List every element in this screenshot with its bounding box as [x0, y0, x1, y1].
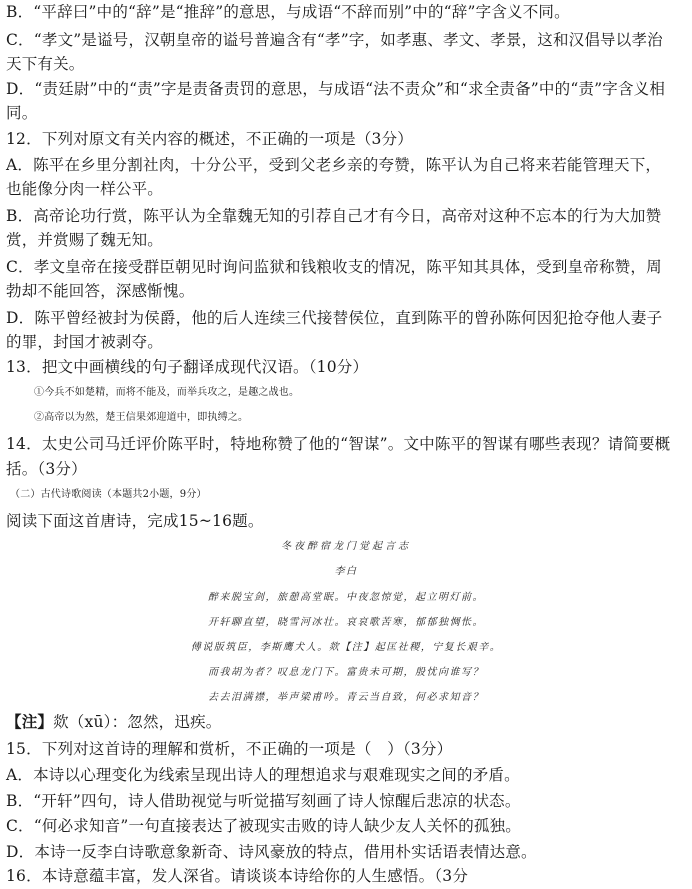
- option-12c: C．孝文皇帝在接受群臣朝见时询问监狱和钱粮收支的情况，陈平知其具体，受到皇帝称赞，周: [6, 258, 662, 276]
- option-11b: B．“平辞曰”中的“辞”是“推辞”的意思，与成语“不辞而别”中的“辞”字含义不同。: [6, 3, 570, 21]
- option-12a-cont: 也能像分肉一样公平。: [6, 180, 164, 198]
- section-heading-poetry: （二）古代诗歌阅读（本题共2小题，9分）: [10, 489, 207, 500]
- option-12b: B．高帝论功行赏，陈平认为全靠魏无知的引荐自己才有今日，高帝对这种不忘本的行为大加赞: [6, 207, 662, 225]
- poem-author: 李白: [334, 566, 358, 577]
- poem-verse: 去去泪满襟，举声梁甫吟。青云当自致，何必求知音？: [208, 692, 484, 703]
- option-15d: D．本诗一反李白诗歌意象新奇、诗风豪放的特点，借用朴实话语表情达意。: [6, 843, 537, 861]
- question-13: 13．把文中画横线的句子翻译成现代汉语。（10分）: [6, 358, 369, 376]
- option-12c-cont: 勃却不能回答，深感惭愧。: [6, 282, 195, 300]
- poem-verse: 醉来脱宝剑，旅憩高堂眠。中夜忽惊觉，起立明灯前。: [208, 592, 484, 603]
- option-11c-cont: 天下有关。: [6, 55, 85, 73]
- note-text: 欻（xū）：忽然，迅疾。: [53, 713, 222, 731]
- option-11d: D．“责廷尉”中的“责”字是责备责罚的意思，与成语“法不责众”和“求全责备”中的“责”字含义相: [6, 80, 666, 98]
- poem-verse: 开轩聊直望，晓雪河冰壮。哀哀歌苦寒，郁郁独惆怅。: [208, 617, 484, 628]
- question-12: 12．下列对原文有关内容的概述，不正确的一项是（3分）: [6, 130, 413, 148]
- question-13-item-1: ①今兵不如楚精，而将不能及，而举兵攻之，是趣之战也。: [34, 387, 300, 398]
- option-11c: C．“孝文”是谥号，汉朝皇帝的谥号普遍含有“孝”字，如孝惠、孝文、孝景，这和汉倡导以孝治: [6, 31, 663, 49]
- question-15: 15．下列对这首诗的理解和赏析，不正确的一项是（ ）（3分）: [6, 740, 453, 758]
- poetry-instruction: 阅读下面这首唐诗，完成15~16题。: [6, 512, 264, 530]
- note-mark: 【注】: [6, 712, 54, 731]
- question-16: 16．本诗意蕴丰富，发人深省。请谈谈本诗给你的人生感悟。（3分: [6, 867, 469, 885]
- option-12b-cont: 赏，并赏赐了魏无知。: [6, 231, 164, 249]
- option-15a: A．本诗以心理变化为线索呈现出诗人的理想追求与艰难现实之间的矛盾。: [6, 766, 520, 784]
- poem-title: 冬夜醉宿龙门觉起言志: [281, 541, 411, 552]
- option-11d-cont: 同。: [6, 104, 38, 122]
- poem-verse: 傅说版筑臣，李斯鹰犬人。欻【注】起匡社稷，宁复长艰辛。: [190, 642, 502, 653]
- question-13-item-2: ②高帝以为然，楚王信果郊迎道中，即执缚之。: [34, 412, 249, 423]
- question-14: 14．太史公司马迁评价陈平时，特地称赞了他的“智谋”。文中陈平的智谋有哪些表现？请简要概: [6, 435, 671, 453]
- poem-verse: 而我胡为者？叹息龙门下。富贵未可期，殷忧向谁写？: [208, 667, 484, 678]
- option-15b: B．“开轩”四句，诗人借助视觉与听觉描写刻画了诗人惊醒后悲凉的状态。: [6, 792, 521, 810]
- option-12a: A．陈平在乡里分割社肉，十分公平，受到父老乡亲的夸赞，陈平认为自己将来若能管理天下，: [6, 156, 662, 174]
- poem-note: [6, 712, 688, 732]
- option-12d-cont: 的罪，封国才被剥夺。: [6, 333, 164, 351]
- question-14-cont: 括。（3分）: [6, 460, 87, 478]
- option-12d: D．陈平曾经被封为侯爵，他的后人连续三代接替侯位，直到陈平的曾孙陈何因犯抢夺他人妻子: [6, 309, 663, 327]
- option-15c: C．“何必求知音”一句直接表达了被现实击败的诗人缺少友人关怀的孤独。: [6, 817, 522, 835]
